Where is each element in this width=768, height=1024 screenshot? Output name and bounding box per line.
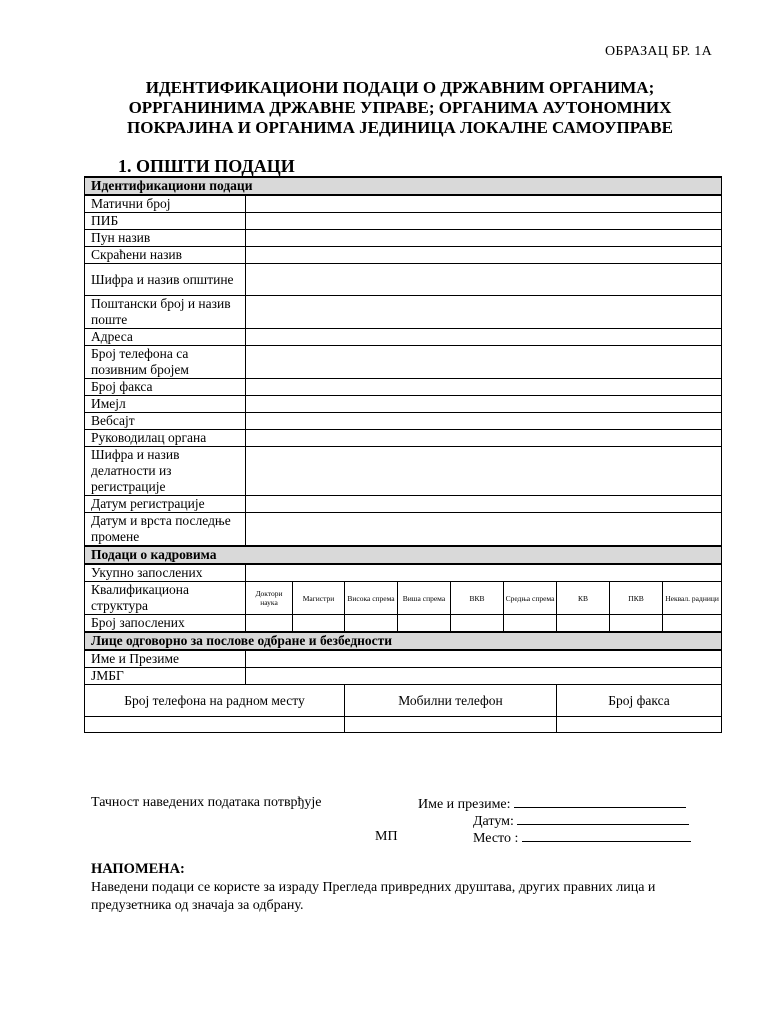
row-label-reg-date: Датум регистрације <box>85 496 246 513</box>
note-title: НАПОМЕНА: <box>91 861 185 877</box>
row-label-employee-count: Број запослених <box>85 615 246 633</box>
row-label-qualification: Квалификациона структура <box>85 582 246 615</box>
input-reg-date[interactable] <box>246 496 722 513</box>
input-address[interactable] <box>246 329 722 346</box>
signature-name-line[interactable] <box>514 795 686 808</box>
qualification-doctors: Доктори наука <box>246 582 293 615</box>
input-phone-mobile[interactable] <box>345 717 557 733</box>
form-code: ОБРАЗАЦ БР. 1А <box>604 44 712 59</box>
row-label-full-name: Пун назив <box>85 230 246 247</box>
qualification-unqualified: Неквал. радници <box>663 582 722 615</box>
title-line-2: ОРРГАНИНИМА ДРЖАВНЕ УПРАВЕ; ОРГАНИМА АУТОНОМНИХ <box>128 98 672 117</box>
qualification-pkv: ПКВ <box>610 582 663 615</box>
input-short-name[interactable] <box>246 247 722 264</box>
section-title: 1. ОПШТИ ПОДАЦИ <box>118 156 295 176</box>
signature-name-row <box>418 795 686 813</box>
input-last-change[interactable] <box>246 513 722 547</box>
row-label-postal: Поштански број и назив поште <box>85 296 246 329</box>
signature-date-row <box>473 812 689 830</box>
row-label-municipality: Шифра и назив општине <box>85 264 246 296</box>
signature-place-row <box>473 829 691 847</box>
qualification-vkv: ВКВ <box>451 582 504 615</box>
stamp-mp: МП <box>375 829 398 844</box>
input-activity[interactable] <box>246 447 722 496</box>
input-count-vkv[interactable] <box>451 615 504 633</box>
input-website[interactable] <box>246 413 722 430</box>
defense-header: Лице одговорно за послове одбране и безбедности <box>85 632 722 650</box>
input-jmbg[interactable] <box>246 668 722 685</box>
phone-work-label: Број телефона на радном месту <box>85 685 345 717</box>
signature-place-label: Место : <box>473 831 519 846</box>
row-label-total-staff: Укупно запослених <box>85 564 246 582</box>
row-label-short-name: Скраћени назив <box>85 247 246 264</box>
input-count-higher[interactable] <box>345 615 398 633</box>
fax-label: Број факса <box>557 685 722 717</box>
signature-date-label: Датум: <box>473 814 514 829</box>
input-total-staff[interactable] <box>246 564 722 582</box>
row-label-website: Вебсајт <box>85 413 246 430</box>
input-full-name[interactable] <box>246 230 722 247</box>
signature-date-line[interactable] <box>517 812 689 825</box>
row-label-fax: Број факса <box>85 379 246 396</box>
input-count-secondary[interactable] <box>504 615 557 633</box>
row-label-person-name: Име и Презиме <box>85 650 246 668</box>
input-fax-contact[interactable] <box>557 717 722 733</box>
input-count-pkv[interactable] <box>610 615 663 633</box>
signature-place-line[interactable] <box>522 829 691 842</box>
qualification-higher: Висока спрема <box>345 582 398 615</box>
input-count-doctors[interactable] <box>246 615 293 633</box>
row-label-address: Адреса <box>85 329 246 346</box>
qualification-masters: Магистри <box>293 582 345 615</box>
row-label-head: Руководилац органа <box>85 430 246 447</box>
input-phone[interactable] <box>246 346 722 379</box>
input-pib[interactable] <box>246 213 722 230</box>
qualification-kv: КВ <box>557 582 610 615</box>
input-mb[interactable] <box>246 195 722 213</box>
document-title <box>70 78 730 138</box>
row-label-mb: Матични број <box>85 195 246 213</box>
input-postal[interactable] <box>246 296 722 329</box>
phone-mobile-label: Мобилни телефон <box>345 685 557 717</box>
note-text: Наведени подаци се користе за израду Прегледа привредних друштава, других правних лица и предузетника од значаја за одбрану. <box>91 880 656 913</box>
input-person-name[interactable] <box>246 650 722 668</box>
row-label-activity: Шифра и назив делатности из регистрације <box>85 447 246 496</box>
input-head[interactable] <box>246 430 722 447</box>
row-label-email: Имејл <box>85 396 246 413</box>
input-fax[interactable] <box>246 379 722 396</box>
input-email[interactable] <box>246 396 722 413</box>
row-label-last-change: Датум и врста последње промене <box>85 513 246 547</box>
input-count-masters[interactable] <box>293 615 345 633</box>
input-municipality[interactable] <box>246 264 722 296</box>
title-line-3: ПОКРАЈИНА И ОРГАНИМА ЈЕДИНИЦА ЛОКАЛНЕ САМОУПРАВЕ <box>127 118 673 137</box>
qualification-college: Виша спрема <box>398 582 451 615</box>
signature-name-label: Име и презиме: <box>418 797 511 812</box>
input-count-college[interactable] <box>398 615 451 633</box>
row-label-jmbg: ЈМБГ <box>85 668 246 685</box>
general-data-table <box>84 176 722 733</box>
input-count-unqualified[interactable] <box>663 615 722 633</box>
id-data-header: Идентификациони подаци <box>85 177 722 195</box>
staff-header: Подаци о кадровима <box>85 546 722 564</box>
confirm-label: Тачност наведених података потврђује <box>91 795 322 810</box>
input-count-kv[interactable] <box>557 615 610 633</box>
input-phone-work[interactable] <box>85 717 345 733</box>
title-line-1: ИДЕНТИФИКАЦИОНИ ПОДАЦИ О ДРЖАВНИМ ОРГАНИМА; <box>145 78 655 97</box>
qualification-secondary: Средња спрема <box>504 582 557 615</box>
row-label-pib: ПИБ <box>85 213 246 230</box>
row-label-phone: Број телефона са позивним бројем <box>85 346 246 379</box>
